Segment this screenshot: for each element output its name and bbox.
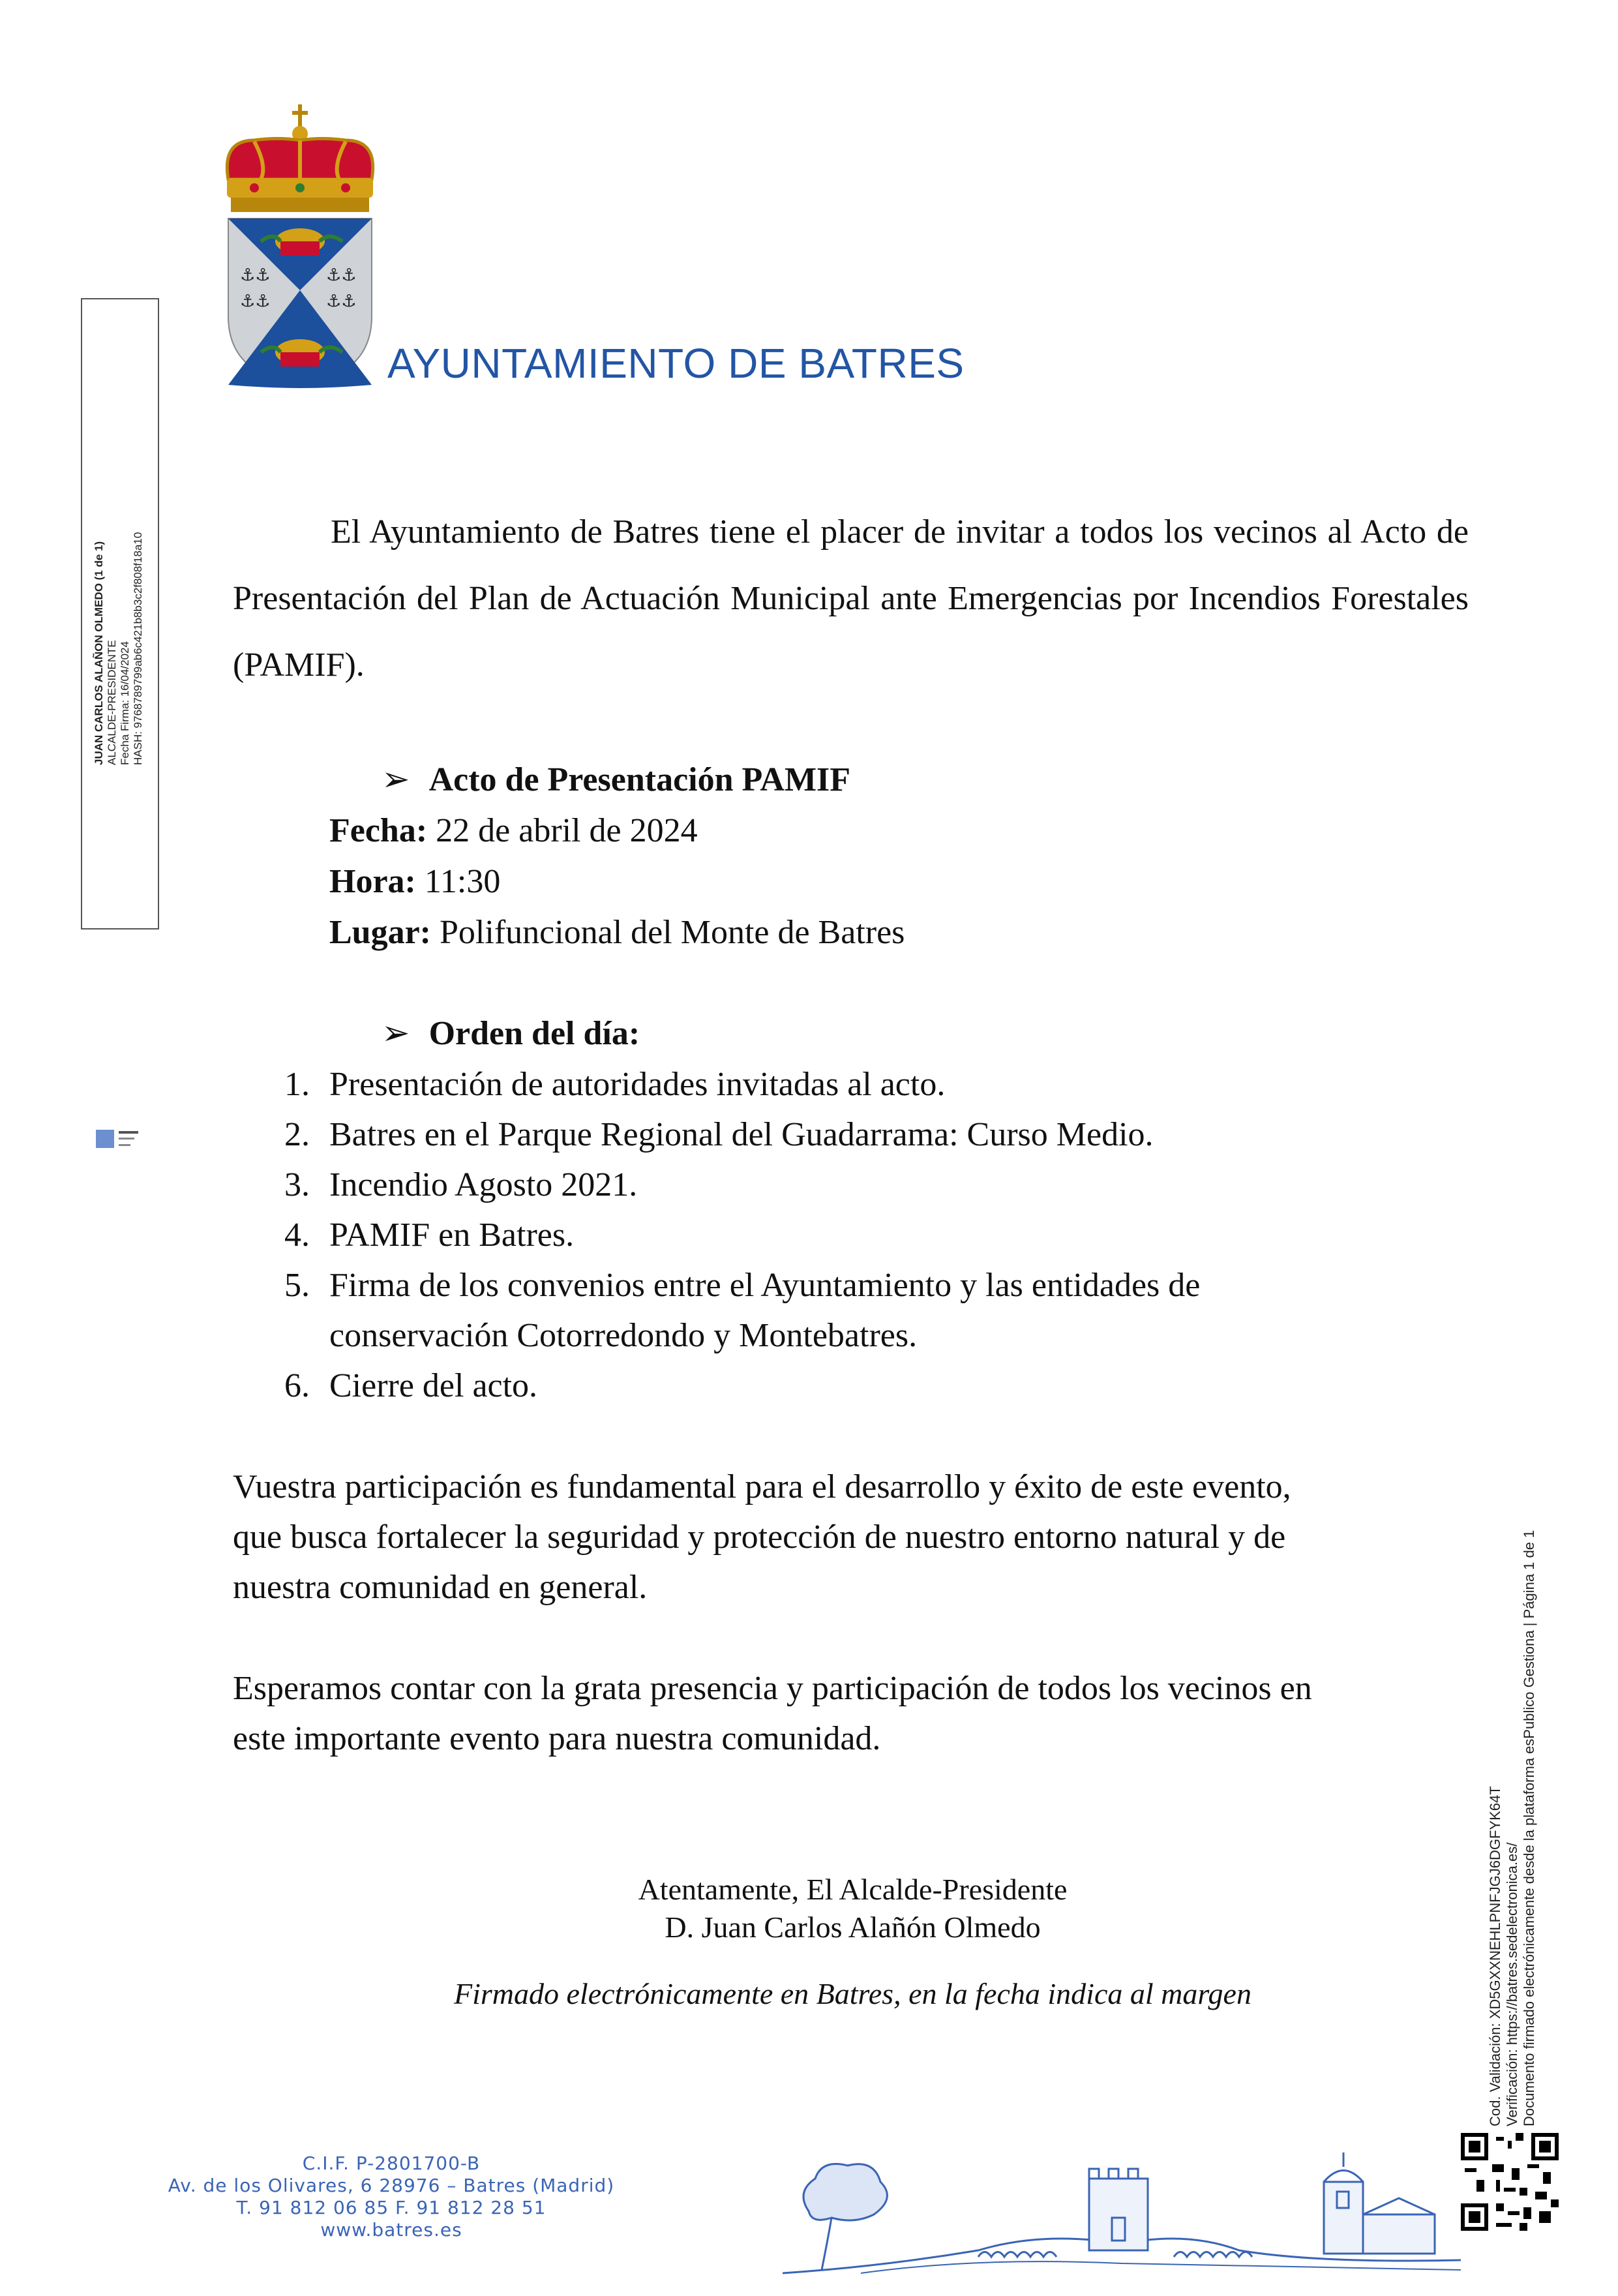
closing-paragraph-line: este importante evento para nuestra comunidad. — [233, 1720, 881, 1757]
intro-paragraph: El Ayuntamiento de Batres tiene el placer de invitar a todos los vecinos al Acto de Presentación del Plan de Actuación Municipal ante Emergencias por Incendios Forestales (PAMIF). — [233, 513, 1469, 684]
agenda-item: Incendio Agosto 2021. — [329, 1166, 638, 1203]
validation-code: Cod. Validación: XD5GXXNEHLPNFJGJ6DGFYK64T — [1487, 1786, 1503, 2126]
signoff-line: Atentamente, El Alcalde-Presidente — [638, 1873, 1068, 1906]
event-time — [329, 856, 500, 907]
agenda-item: PAMIF en Batres. — [329, 1216, 575, 1254]
coat-of-arms-icon — [215, 101, 385, 388]
phones-text: T. 91 812 06 85 F. 91 812 28 51 — [236, 2197, 547, 2218]
agenda-item: Presentación de autoridades invitadas al acto. — [329, 1066, 946, 1103]
svg-text:⚓⚓: ⚓⚓ — [240, 265, 271, 285]
signoff-note: Firmado electrónicamente en Batres, en la fecha indica al margen — [454, 1977, 1251, 2010]
agenda-number: 6. — [284, 1367, 310, 1404]
event-place — [329, 907, 905, 958]
closing-paragraph-line: Esperamos contar con la grata presencia y participación de todos los vecinos en — [233, 1670, 1312, 1707]
agenda-number: 1. — [284, 1066, 310, 1103]
time-value: 11:30 — [415, 863, 501, 900]
agenda-item-continued: conservación Cotorredondo y Montebatres. — [329, 1317, 918, 1354]
town-drawing-icon — [783, 2152, 1461, 2276]
footer-contact — [150, 2152, 633, 2241]
signature-hash: HASH: 9768789799ab6c421b8b3c2f808f18a10 — [132, 532, 144, 765]
verification-url[interactable]: Verificación: https://batres.sedelectronica.es/ — [1504, 1842, 1520, 2126]
event-heading: Acto de Presentación PAMIF — [428, 761, 851, 798]
arrow-icon: ➢ — [382, 761, 410, 798]
svg-text:⚓⚓: ⚓⚓ — [326, 292, 357, 311]
signer-name: JUAN CARLOS ALAÑON OLMEDO (1 de 1) — [93, 541, 105, 765]
svg-text:⚓⚓: ⚓⚓ — [326, 265, 357, 285]
closing-paragraph-line: nuestra comunidad en general. — [233, 1569, 648, 1606]
verification-text — [1487, 1530, 1538, 2126]
cif-text: C.I.F. P-2801700-B — [302, 2152, 481, 2174]
address-text: Av. de los Olivares, 6 28976 – Batres (Madrid) — [168, 2175, 615, 2196]
municipality-title: AYUNTAMIENTO DE BATRES — [387, 340, 965, 387]
agenda-number: 5. — [284, 1267, 310, 1304]
arrow-icon: ➢ — [382, 1015, 410, 1052]
closing-paragraph-line: Vuestra participación es fundamental para el desarrollo y éxito de este evento, — [233, 1468, 1291, 1505]
qr-code-icon[interactable] — [1461, 2133, 1559, 2231]
agenda-item: Firma de los convenios entre el Ayuntamiento y las entidades de — [329, 1267, 1201, 1304]
agenda-item: Cierre del acto. — [329, 1367, 538, 1404]
agenda-number: 3. — [284, 1166, 310, 1203]
event-heading-row — [382, 755, 850, 806]
signature-date: Fecha Firma: 16/04/2024 — [119, 641, 131, 765]
website-link[interactable]: www.batres.es — [320, 2219, 462, 2241]
date-value: 22 de abril de 2024 — [427, 812, 698, 849]
signoff-name: D. Juan Carlos Alañón Olmedo — [665, 1911, 1041, 1944]
date-label: Fecha: — [329, 812, 428, 849]
time-label: Hora: — [329, 863, 416, 900]
place-label: Lugar: — [329, 914, 431, 951]
platform-note: Documento firmado electrónicamente desde la plataforma esPublico Gestiona | Página 1 de 1 — [1521, 1530, 1537, 2126]
signature-box — [81, 298, 159, 929]
agenda-item: Batres en el Parque Regional del Guadarrama: Curso Medio. — [329, 1116, 1154, 1153]
closing-paragraph-line: que busca fortalecer la seguridad y protección de nuestro entorno natural y de — [233, 1518, 1286, 1556]
seal-icon — [93, 1125, 145, 1164]
signature-text — [93, 309, 145, 765]
agenda-heading: Orden del día: — [428, 1015, 640, 1052]
agenda-number: 2. — [284, 1116, 310, 1153]
svg-text:⚓⚓: ⚓⚓ — [240, 292, 271, 311]
agenda-number: 4. — [284, 1216, 310, 1254]
place-value: Polifuncional del Monte de Batres — [431, 914, 905, 951]
signer-role: ALCALDE-PRESIDENTE — [106, 640, 118, 765]
event-date — [329, 806, 698, 856]
agenda-heading-row — [382, 1008, 640, 1059]
